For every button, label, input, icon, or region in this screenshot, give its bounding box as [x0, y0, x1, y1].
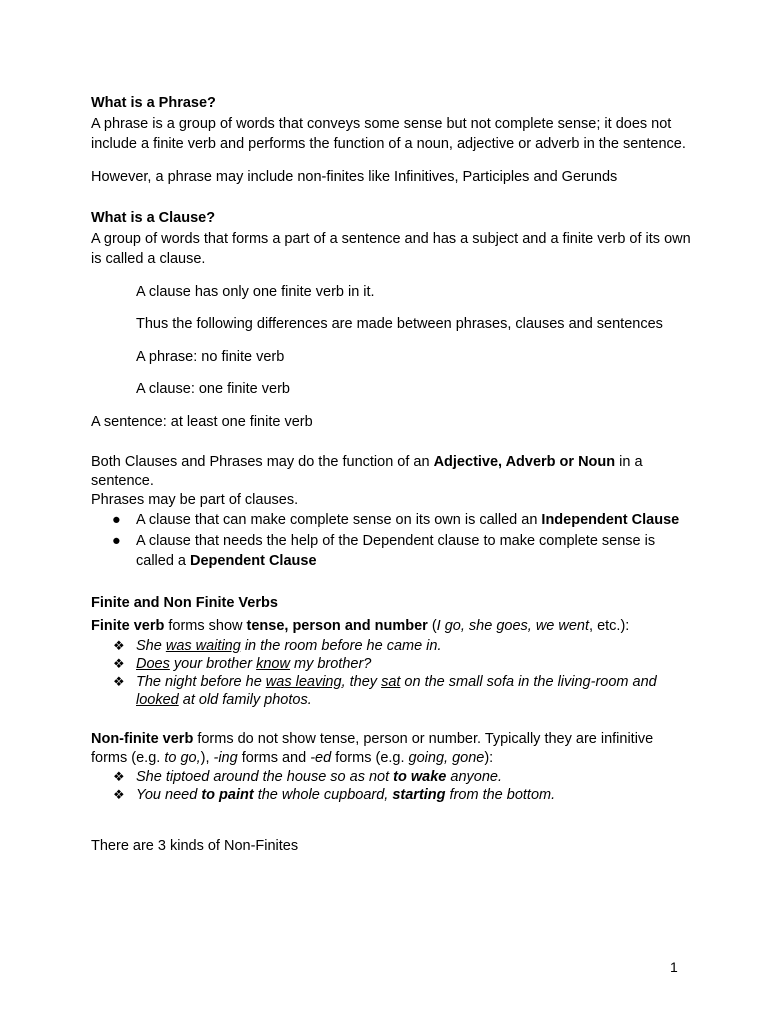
list-item	[91, 786, 691, 804]
list-item	[91, 768, 691, 786]
bullet-bold: Independent Clause	[541, 512, 680, 528]
list-item	[91, 655, 691, 673]
both-text-bold: Adjective, Adverb or Noun	[433, 454, 616, 470]
nonfinite-verb: starting	[392, 786, 446, 803]
phrase-heading: What is a Phrase?	[91, 95, 216, 111]
nonfinite-t2: ),	[200, 749, 214, 766]
phrase-rule: A phrase: no finite verb	[136, 348, 285, 365]
finite-intro-t2: (	[427, 618, 437, 634]
finite-intro-t3: , etc.):	[589, 618, 630, 634]
sentence-rule: A sentence: at least one finite verb	[91, 413, 313, 430]
example-text: , they	[341, 673, 382, 690]
example-text: my brother?	[289, 655, 372, 672]
nonfinite-i4: going, gone	[408, 749, 485, 766]
nonfinite-intro-b: Non-finite verb	[91, 730, 194, 747]
bullet-bold: Dependent Clause	[190, 553, 317, 569]
finite-verb: Does	[136, 655, 170, 672]
finite-heading: Finite and Non Finite Verbs	[91, 594, 278, 611]
example-text: She	[136, 637, 166, 654]
list-item	[91, 531, 691, 572]
finite-verb: looked	[136, 691, 179, 708]
both-text-post: in a sentence.	[91, 454, 643, 489]
bullet-text: A clause that needs the help of the Dependent clause to make complete sense is called a	[136, 532, 656, 569]
diamond-bullet-icon: ❖	[113, 673, 125, 689]
example-text: at old family photos.	[178, 691, 312, 708]
example-text: on the small sofa in the living-room and	[400, 673, 657, 690]
finite-intro-i: I go, she goes, we went	[436, 618, 590, 634]
clause-types-list	[91, 510, 691, 572]
nonfinite-i2: -ing	[213, 749, 238, 766]
example-text: anyone.	[446, 768, 502, 785]
nonfinite-t3: forms and	[237, 749, 311, 766]
clause-rule: A clause: one finite verb	[136, 381, 290, 397]
bullet-icon: ●	[112, 512, 121, 528]
nonfinite-t5: ):	[484, 749, 494, 766]
list-item	[91, 673, 691, 709]
diamond-bullet-icon: ❖	[113, 637, 125, 653]
finite-intro-t1: forms show	[164, 618, 247, 634]
example-text: She tiptoed around the house so as not	[136, 768, 394, 785]
list-item	[91, 510, 691, 531]
example-text: You need	[136, 786, 202, 803]
list-item	[91, 637, 691, 655]
diamond-bullet-icon: ❖	[113, 786, 125, 802]
phrase-definition: A phrase is a group of words that conveys some sense but not complete sense; it does not include a finite verb and performs the function of a noun, adjective or adverb in the sentence.	[91, 115, 686, 152]
nonfinite-verb: to paint	[201, 786, 254, 803]
nonfinite-i3: -ed	[310, 749, 332, 766]
finite-intro-b1: Finite verb	[91, 618, 165, 634]
clause-one-finite: A clause has only one finite verb in it.	[136, 283, 375, 300]
nonfinite-t4: forms (e.g.	[331, 749, 409, 766]
document-body	[91, 93, 691, 856]
differences-intro: Thus the following differences are made between phrases, clauses and sentences	[136, 316, 663, 332]
nonfinite-examples	[91, 768, 691, 804]
finite-verb: was leaving	[265, 673, 342, 690]
example-text: in the room before he came in.	[240, 637, 442, 654]
phrase-however: However, a phrase may include non-finites like Infinitives, Participles and Gerunds	[91, 168, 618, 185]
phrases-part-of-clauses: Phrases may be part of clauses.	[91, 492, 299, 508]
nonfinite-t1: forms do not show tense, person or number. Typically they are infinitive forms (e.g.	[91, 730, 654, 766]
clause-definition: A group of words that forms a part of a sentence and has a subject and a finite verb of its own is called a clause.	[91, 230, 691, 267]
nonfinite-kinds: There are 3 kinds of Non-Finites	[91, 837, 299, 854]
finite-verb: know	[256, 655, 290, 672]
nonfinite-intro	[91, 730, 691, 768]
example-text: your brother	[169, 655, 257, 672]
finite-intro-b2: tense, person and number	[246, 618, 428, 634]
finite-intro	[91, 616, 691, 637]
nonfinite-i1: to go,	[164, 749, 201, 766]
diamond-bullet-icon: ❖	[113, 655, 125, 671]
example-text: from the bottom.	[445, 786, 556, 803]
bullet-icon: ●	[112, 532, 121, 549]
diamond-bullet-icon: ❖	[113, 768, 125, 784]
example-text: the whole cupboard,	[253, 786, 393, 803]
finite-verb: was waiting	[165, 637, 241, 654]
clause-heading: What is a Clause?	[91, 210, 216, 226]
both-text-pre: Both Clauses and Phrases may do the function of an	[91, 454, 434, 470]
nonfinite-verb: to wake	[393, 768, 447, 785]
bullet-text: A clause that can make complete sense on its own is called an	[136, 512, 542, 528]
example-text: The night before he	[136, 673, 266, 690]
page-number: 1	[670, 959, 678, 975]
both-paragraph	[91, 453, 691, 491]
finite-verb: sat	[381, 673, 401, 690]
finite-examples	[91, 637, 691, 709]
